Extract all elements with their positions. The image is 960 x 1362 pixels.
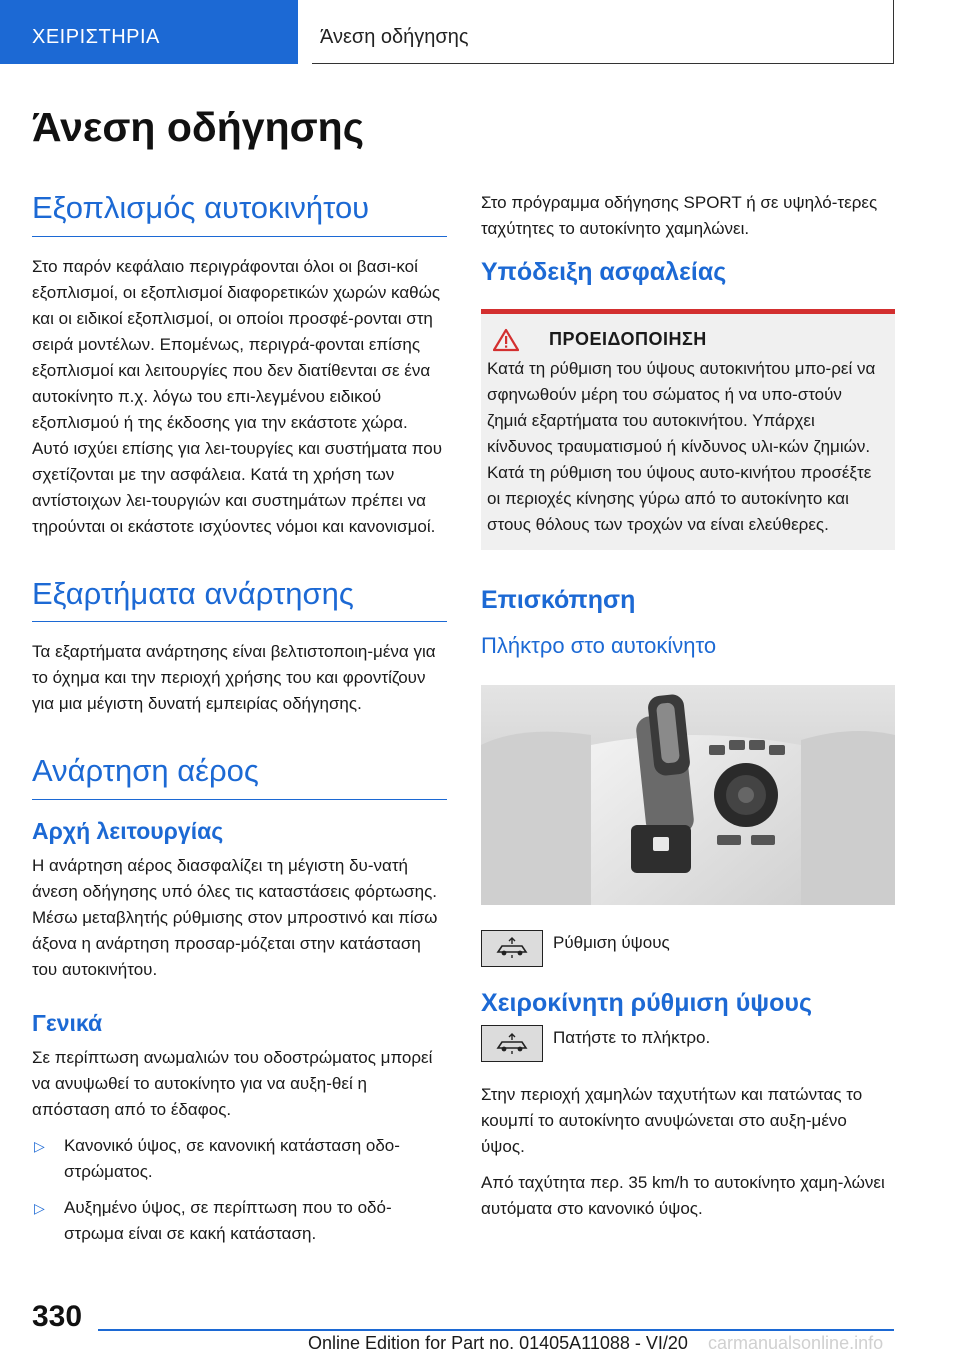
footer-divider: [98, 1329, 894, 1331]
section-label: Άνεση οδήγησης: [320, 26, 469, 48]
warning-text: Κατά τη ρύθμιση του ύψους αυτοκινήτου μπο‐ρεί να σφηνωθούν μέρη του σώματος ή να υπο‐στούν ζημιά εξαρτήματα του αυτοκινήτου. Υπάρχει κίνδυνος τραυματισμού ή κίνδυνος υλι‐κών ζημιών. Κατά τη ρύθμιση του ύψους αυτο‐κινήτου προσέξτε οι περιοχές κίνησης γύρω από το αυτοκίνητο και στους θόλους των τροχών να είναι ελεύθερες.: [487, 358, 876, 534]
subheading-operating-principle: Αρχή λειτουργίας: [32, 817, 224, 844]
section-heading-air-suspension: Ανάρτηση αέρος: [32, 753, 447, 800]
manual-paragraph-2: Από ταχύτητα περ. 35 km/h το αυτοκίνητο χαμη‐λώνει αυτόματα στο κανονικό ύψος.: [481, 1173, 885, 1219]
general-paragraph: Σε περίπτωση ανωμαλιών του οδοστρώματος μπορεί να ανυψωθεί το αυτοκίνητο για να αυξη‐θεί η απόσταση από το έδαφος.: [32, 1047, 433, 1119]
section-heading-equipment: Εξοπλισμός αυτοκινήτου: [32, 190, 447, 237]
bullet-triangle-icon: ▷: [34, 1199, 45, 1216]
warning-title: ΠΡΟΕΙΔΟΠΟΙΗΣΗ: [549, 329, 707, 349]
equipment-paragraph: Στο παρόν κεφάλαιο περιγράφονται όλοι οι βασι‐κοί εξοπλισμοί, οι εξοπλισμοί διαφορετικών χωρών καθώς και οι ειδικοί εξοπλισμοί, οι οποίοι προσφέ‐ρονται στη σειρά μοντέλων. Επομένως, περιγρά‐φονται επίσης εξοπλισμοί και λειτουργίες που δεν διατίθενται σε ένα αυτοκίνητο π.χ. λόγω του επι‐λεγμένου ειδικού εξοπλισμού ή της έκδοσης για την εκάστοτε χώρα. Αυτό ισχύει επίσης για λει‐τουργίες και συστήματα που σχετίζονται με την ασφάλεια. Κατά τη χρήση των αντίστοιχων λει‐τουργιών και συστημάτων πρέπει να τηρούνται οι εκάστοτε ισχύοντες νόμοι και κανονισμοί.: [32, 256, 443, 536]
press-button-label: Πατήστε το πλήκτρο.: [553, 1028, 711, 1048]
subheading-safety-note: Υπόδειξη ασφαλείας: [481, 258, 727, 286]
left-column: [32, 190, 447, 1257]
height-options-list: [32, 1133, 447, 1247]
page-number: 330: [32, 1300, 83, 1333]
warning-triangle-icon: [493, 328, 519, 352]
press-button-row: [481, 1025, 895, 1062]
list-item-text: Αυξημένο ύψος, σε περίπτωση που το οδό‐στρωμα είναι σε κακή κατάσταση.: [64, 1197, 392, 1243]
suspension-paragraph: Τα εξαρτήματα ανάρτησης είναι βελτιστοποιη‐μένα για το όχημα και την περιοχή χρήσης του και φροντίζουν για μια μέγιστη δυνατή εμπειρίας οδήγησης.: [32, 642, 436, 714]
operating-principle-paragraph: Η ανάρτηση αέρος διασφαλίζει τη μέγιστη δυ‐νατή άνεση οδήγησης υπό όλες τις καταστάσεις φόρτωσης. Μέσω μεταβλητής ρύθμισης στον μπροστινό και πίσω άξονα η ανάρτηση προσαρ‐μόζεται στην κατάσταση του αυτοκινήτου.: [32, 855, 438, 979]
warning-header: [493, 328, 881, 352]
section-heading-suspension-components: Εξαρτήματα ανάρτησης: [32, 576, 447, 623]
center-console-photo: [481, 685, 895, 905]
height-adjust-icon: [481, 1025, 543, 1062]
manual-paragraph-1: Στην περιοχή χαμηλών ταχυτήτων και πατώντας το κουμπί το αυτοκίνητο ανυψώνεται στο αυξη‐μένο ύψος.: [481, 1085, 863, 1157]
subheading-overview: Επισκόπηση: [481, 585, 636, 614]
list-item-text: Κανονικό ύψος, σε κανονική κατάσταση οδο‐στρώματος.: [64, 1135, 400, 1181]
chapter-label: ΧΕΙΡΙΣΤΗΡΙΑ: [32, 26, 160, 48]
section-header: [312, 0, 894, 64]
chapter-tab: [0, 0, 298, 64]
list-item: [32, 1195, 447, 1247]
page-title: Άνεση οδήγησης: [32, 104, 365, 150]
sport-intro-paragraph: Στο πρόγραμμα οδήγησης SPORT ή σε υψηλό‐τερες ταχύτητες το αυτοκίνητο χαμηλώνει.: [481, 193, 878, 238]
footer-edition: Online Edition for Part no. 01405A11088 - VI/20: [308, 1333, 688, 1353]
height-adjust-row: [481, 930, 895, 967]
height-adjust-icon: [481, 930, 543, 967]
subheading-general: Γενικά: [32, 1009, 103, 1036]
bullet-triangle-icon: ▷: [34, 1137, 45, 1154]
right-column: [481, 190, 895, 1232]
subheading-button-in-vehicle: Πλήκτρο στο αυτοκίνητο: [481, 633, 717, 658]
warning-box: [481, 309, 895, 550]
subheading-manual-height: Χειροκίνητη ρύθμιση ύψους: [481, 988, 812, 1017]
footer-watermark: carmanualsonline.info: [708, 1333, 884, 1353]
list-item: [32, 1133, 447, 1185]
height-adjust-label: Ρύθμιση ύψους: [553, 932, 670, 952]
